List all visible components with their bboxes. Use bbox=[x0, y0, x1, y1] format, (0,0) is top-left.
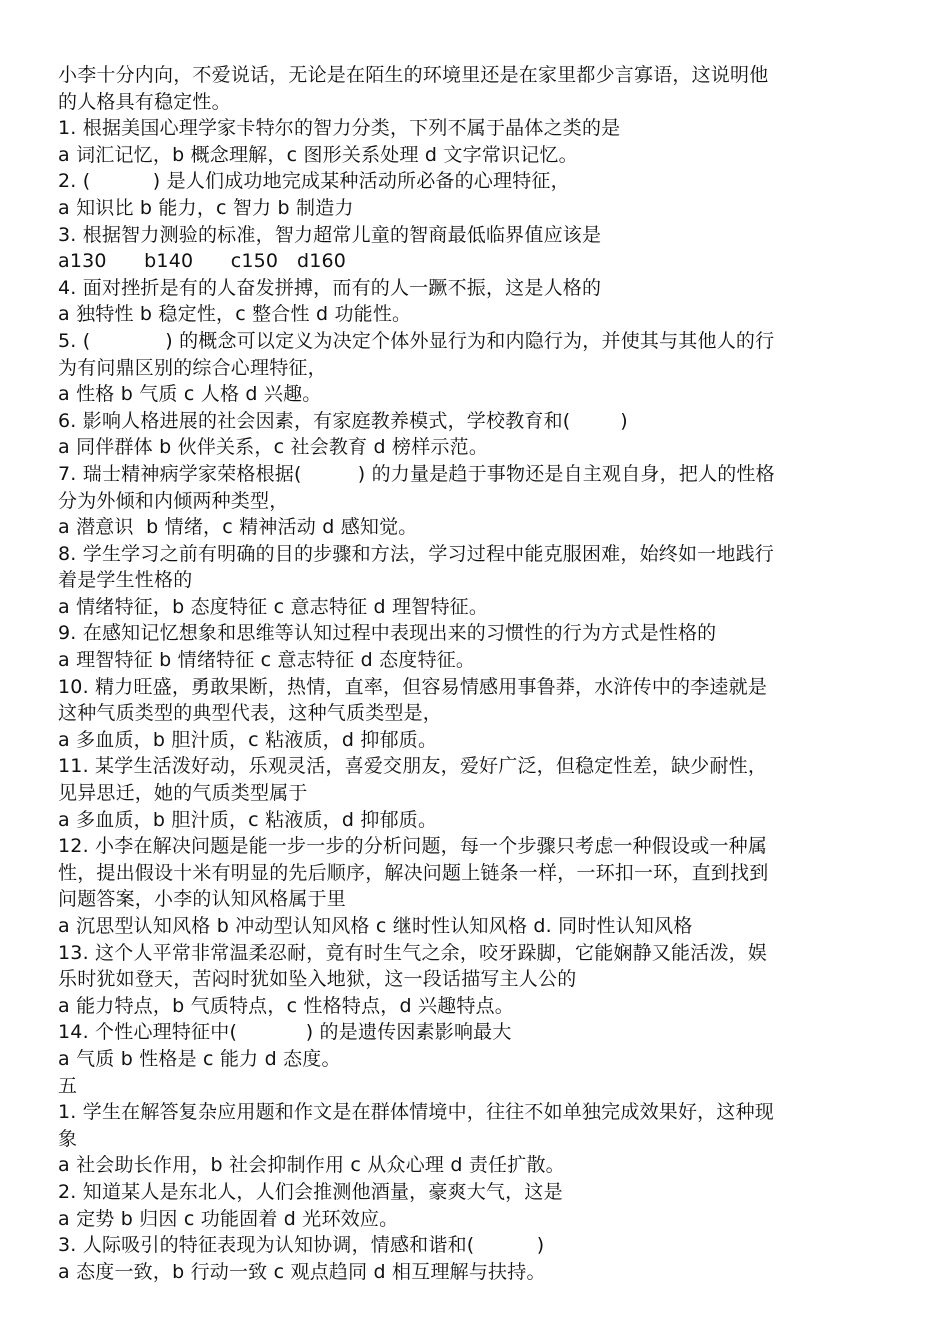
question-3: 3. 根据智力测验的标准，智力超常儿童的智商最低临界值应该是 bbox=[58, 223, 602, 246]
section5-question-2-options: a 定势 b 归因 c 功能固着 d 光环效应。 bbox=[58, 1207, 399, 1230]
question-12-cont: 性，提出假设十米有明显的先后顺序，解决问题上链条一样，一环扣一环，直到找到 bbox=[58, 861, 769, 884]
question-11-cont: 见异思迁，她的气质类型属于 bbox=[58, 782, 308, 805]
section5-question-3-options: a 态度一致，b 行动一致 c 观点趋同 d 相互理解与扶持。 bbox=[58, 1260, 546, 1283]
question-11-options: a 多血质，b 胆汁质，c 粘液质，d 抑郁质。 bbox=[58, 808, 438, 831]
question-7: 7. 瑞士精神病学家荣格根据( ) 的力量是趋于事物还是自主观自身，把人的性格 bbox=[58, 462, 775, 485]
question-5-cont: 为有问鼎区别的综合心理特征， bbox=[58, 356, 327, 379]
question-5-options: a 性格 b 气质 c 人格 d 兴趣。 bbox=[58, 383, 322, 406]
text-line: 小李十分内向，不爱说话，无论是在陌生的环境里还是在家里都少言寡语，这说明他 bbox=[58, 64, 769, 86]
question-9: 9. 在感知记忆想象和思维等认知过程中表现出来的习惯性的行为方式是性格的 bbox=[58, 622, 717, 645]
question-8-cont: 着是学生性格的 bbox=[58, 569, 193, 592]
question-10-cont: 这种气质类型的典型代表，这种气质类型是， bbox=[58, 702, 443, 725]
question-5: 5. ( ) 的概念可以定义为决定个体外显行为和内隐行为，并使其与其他人的行 bbox=[58, 329, 775, 352]
question-2: 2. ( ) 是人们成功地完成某种活动所必备的心理特征， bbox=[58, 170, 570, 193]
question-2-options: a 知识比 b 能力，c 智力 b 制造力 bbox=[58, 196, 354, 219]
section5-question-2: 2. 知道某人是东北人，人们会推测他酒量，豪爽大气，这是 bbox=[58, 1180, 563, 1203]
section5-question-3: 3. 人际吸引的特征表现为认知协调，情感和谐和( ) bbox=[58, 1234, 545, 1257]
question-7-options: a 潜意识 b 情绪，c 精神活动 d 感知觉。 bbox=[58, 516, 418, 539]
section5-question-1-cont: 象 bbox=[58, 1127, 78, 1150]
question-8: 8. 学生学习之前有明确的目的步骤和方法，学习过程中能克服困难，始终如一地践行 bbox=[58, 542, 774, 565]
question-6-options: a 同伴群体 b 伙伴关系，c 社会教育 d 榜样示范。 bbox=[58, 436, 489, 459]
text-line: 的人格具有稳定性。 bbox=[58, 90, 231, 113]
section5-question-1: 1. 学生在解答复杂应用题和作文是在群体情境中，往往不如单独完成效果好，这种现 bbox=[58, 1101, 774, 1124]
question-10: 10. 精力旺盛，勇敢果断，热情，直率，但容易情感用事鲁莽，水浒传中的李逵就是 bbox=[58, 675, 768, 698]
question-4: 4. 面对挫折是有的人奋发拼搏，而有的人一蹶不振，这是人格的 bbox=[58, 276, 602, 299]
question-13: 13. 这个人平常非常温柔忍耐，竟有时生气之余，咬牙跺脚，它能娴静又能活泼，娱 bbox=[58, 941, 768, 964]
question-6: 6. 影响人格进展的社会因素，有家庭教养模式，学校教育和( ) bbox=[58, 409, 628, 432]
question-12-cont: 问题答案，小李的认知风格属于里 bbox=[58, 888, 347, 911]
question-12-options: a 沉思型认知风格 b 冲动型认知风格 c 继时性认知风格 d. 同时性认知风格 bbox=[58, 915, 693, 937]
question-11: 11. 某学生活泼好动，乐观灵活，喜爱交朋友，爱好广泛，但稳定性差，缺少耐性， bbox=[58, 755, 768, 778]
question-8-options: a 情绪特征，b 态度特征 c 意志特征 d 理智特征。 bbox=[58, 595, 489, 618]
question-1: 1. 根据美国心理学家卡特尔的智力分类，下列不属于晶体之类的是 bbox=[58, 117, 621, 140]
section-heading: 五 bbox=[58, 1074, 78, 1097]
question-14-options: a 气质 b 性格是 c 能力 d 态度。 bbox=[58, 1047, 341, 1070]
question-7-cont: 分为外倾和内倾两种类型， bbox=[58, 489, 289, 512]
question-3-options: a130 b140 c150 d160 bbox=[58, 250, 347, 273]
question-13-options: a 能力特点，b 气质特点，c 性格特点，d 兴趣特点。 bbox=[58, 994, 514, 1017]
document-body bbox=[58, 62, 898, 1285]
question-1-options: a 词汇记忆，b 概念理解，c 图形关系处理 d 文字常识记忆。 bbox=[58, 143, 578, 166]
question-9-options: a 理智特征 b 情绪特征 c 意志特征 d 态度特征。 bbox=[58, 649, 476, 672]
question-12: 12. 小李在解决问题是能一步一步的分析问题，每一个步骤只考虑一种假设或一种属 bbox=[58, 835, 768, 858]
question-4-options: a 独特性 b 稳定性，c 整合性 d 功能性。 bbox=[58, 303, 412, 326]
question-13-cont: 乐时犹如登天，苦闷时犹如坠入地狱，这一段话描写主人公的 bbox=[58, 968, 577, 991]
section5-question-1-options: a 社会助长作用，b 社会抑制作用 c 从众心理 d 责任扩散。 bbox=[58, 1154, 565, 1177]
question-10-options: a 多血质，b 胆汁质，c 粘液质，d 抑郁质。 bbox=[58, 728, 438, 751]
question-14: 14. 个性心理特征中( ) 的是遗传因素影响最大 bbox=[58, 1021, 512, 1044]
